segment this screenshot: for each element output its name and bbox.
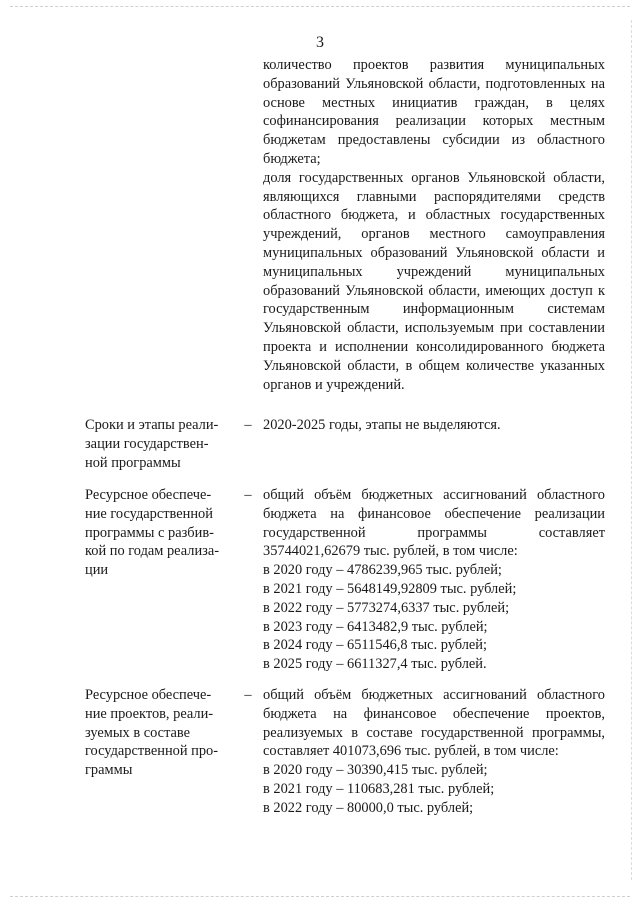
year-amount-item: в 2022 году – 5773274,6337 тыс. рублей; (263, 599, 510, 616)
year-amount-item: в 2024 году – 6511546,8 тыс. рублей; (263, 637, 488, 654)
row-dash: – (244, 687, 252, 703)
row-value-program-funding (263, 486, 605, 674)
label-line: зации государствен- (85, 435, 209, 452)
year-amount-item: в 2020 году – 4786239,965 тыс. рублей; (263, 562, 502, 579)
row-dash: – (244, 417, 252, 433)
label-line: зуемых в составе (85, 724, 191, 741)
label-line: кой по годам реализа- (85, 543, 220, 560)
top-scan-edge (10, 6, 630, 7)
bottom-scan-edge (10, 896, 630, 897)
row-label-projects-funding (85, 686, 233, 780)
indicator-paragraph-2: доля государственных органов Ульяновской области, являющихся главными распорядителями средств областного бюджета, и областных государственных учреждений, органов местного самоуправления муниципальных образований Ульяновской области и муниципальных учреждений муниципальных образований Ульяновской области, имеющих доступ к государственным информационным системам Ульяновской области, используемым при составлении проекта и исполнении консолидированного бюджета Ульяновской области, в общем количестве указанных органов и учреждений. (263, 169, 605, 393)
year-amount-item: в 2025 году – 6611327,4 тыс. рублей. (263, 656, 487, 673)
row-intro: 2020-2025 годы, этапы не выделяются. (263, 417, 501, 433)
year-amount-item: в 2021 году – 5648149,92809 тыс. рублей; (263, 580, 517, 597)
label-line: государственной про- (85, 743, 219, 760)
year-amount-item: в 2023 году – 6413482,9 тыс. рублей; (263, 618, 488, 635)
page-number: 3 (316, 34, 324, 51)
label-line: ние проектов, реали- (85, 705, 214, 722)
label-line: программы с разбив- (85, 524, 214, 541)
year-amount-item: в 2022 году – 80000,0 тыс. рублей; (263, 799, 474, 816)
continued-indicators (263, 56, 605, 394)
label-line: Сроки и этапы реали- (85, 417, 219, 433)
row-label-terms (85, 416, 233, 472)
row-intro: общий объём бюджетных ассигнований областного бюджета на финансовое обеспечение проектов, реализуемых в составе государственной программы, составляет 401073,696 тыс. рублей, в том числе: (263, 687, 605, 760)
row-intro: общий объём бюджетных ассигнований областного бюджета на финансовое обеспечение реализации государственной программы составляет 35744021,62679 тыс. рублей, в том числе: (263, 487, 605, 560)
row-value-terms (263, 416, 605, 435)
row-dash: – (244, 487, 252, 503)
row-label-program-funding (85, 486, 233, 580)
label-line: ной программы (85, 454, 181, 471)
label-line: Ресурсное обеспече- (85, 487, 212, 503)
label-line: Ресурсное обеспече- (85, 687, 212, 703)
indicator-paragraph-1: количество проектов развития муниципальных образований Ульяновской области, подготовленных на основе местных инициатив граждан, в целях софинансирования реализации которых местным бюджетам предоставлены субсидии из областного бюджета; (263, 57, 605, 167)
label-line: ции (85, 562, 109, 579)
label-line: ние государственной (85, 505, 213, 522)
label-line: граммы (85, 762, 133, 779)
year-amount-item: в 2021 году – 110683,281 тыс. рублей; (263, 780, 495, 797)
right-scan-edge (631, 20, 632, 880)
year-amount-item: в 2020 году – 30390,415 тыс. рублей; (263, 762, 488, 779)
row-value-projects-funding (263, 686, 605, 818)
